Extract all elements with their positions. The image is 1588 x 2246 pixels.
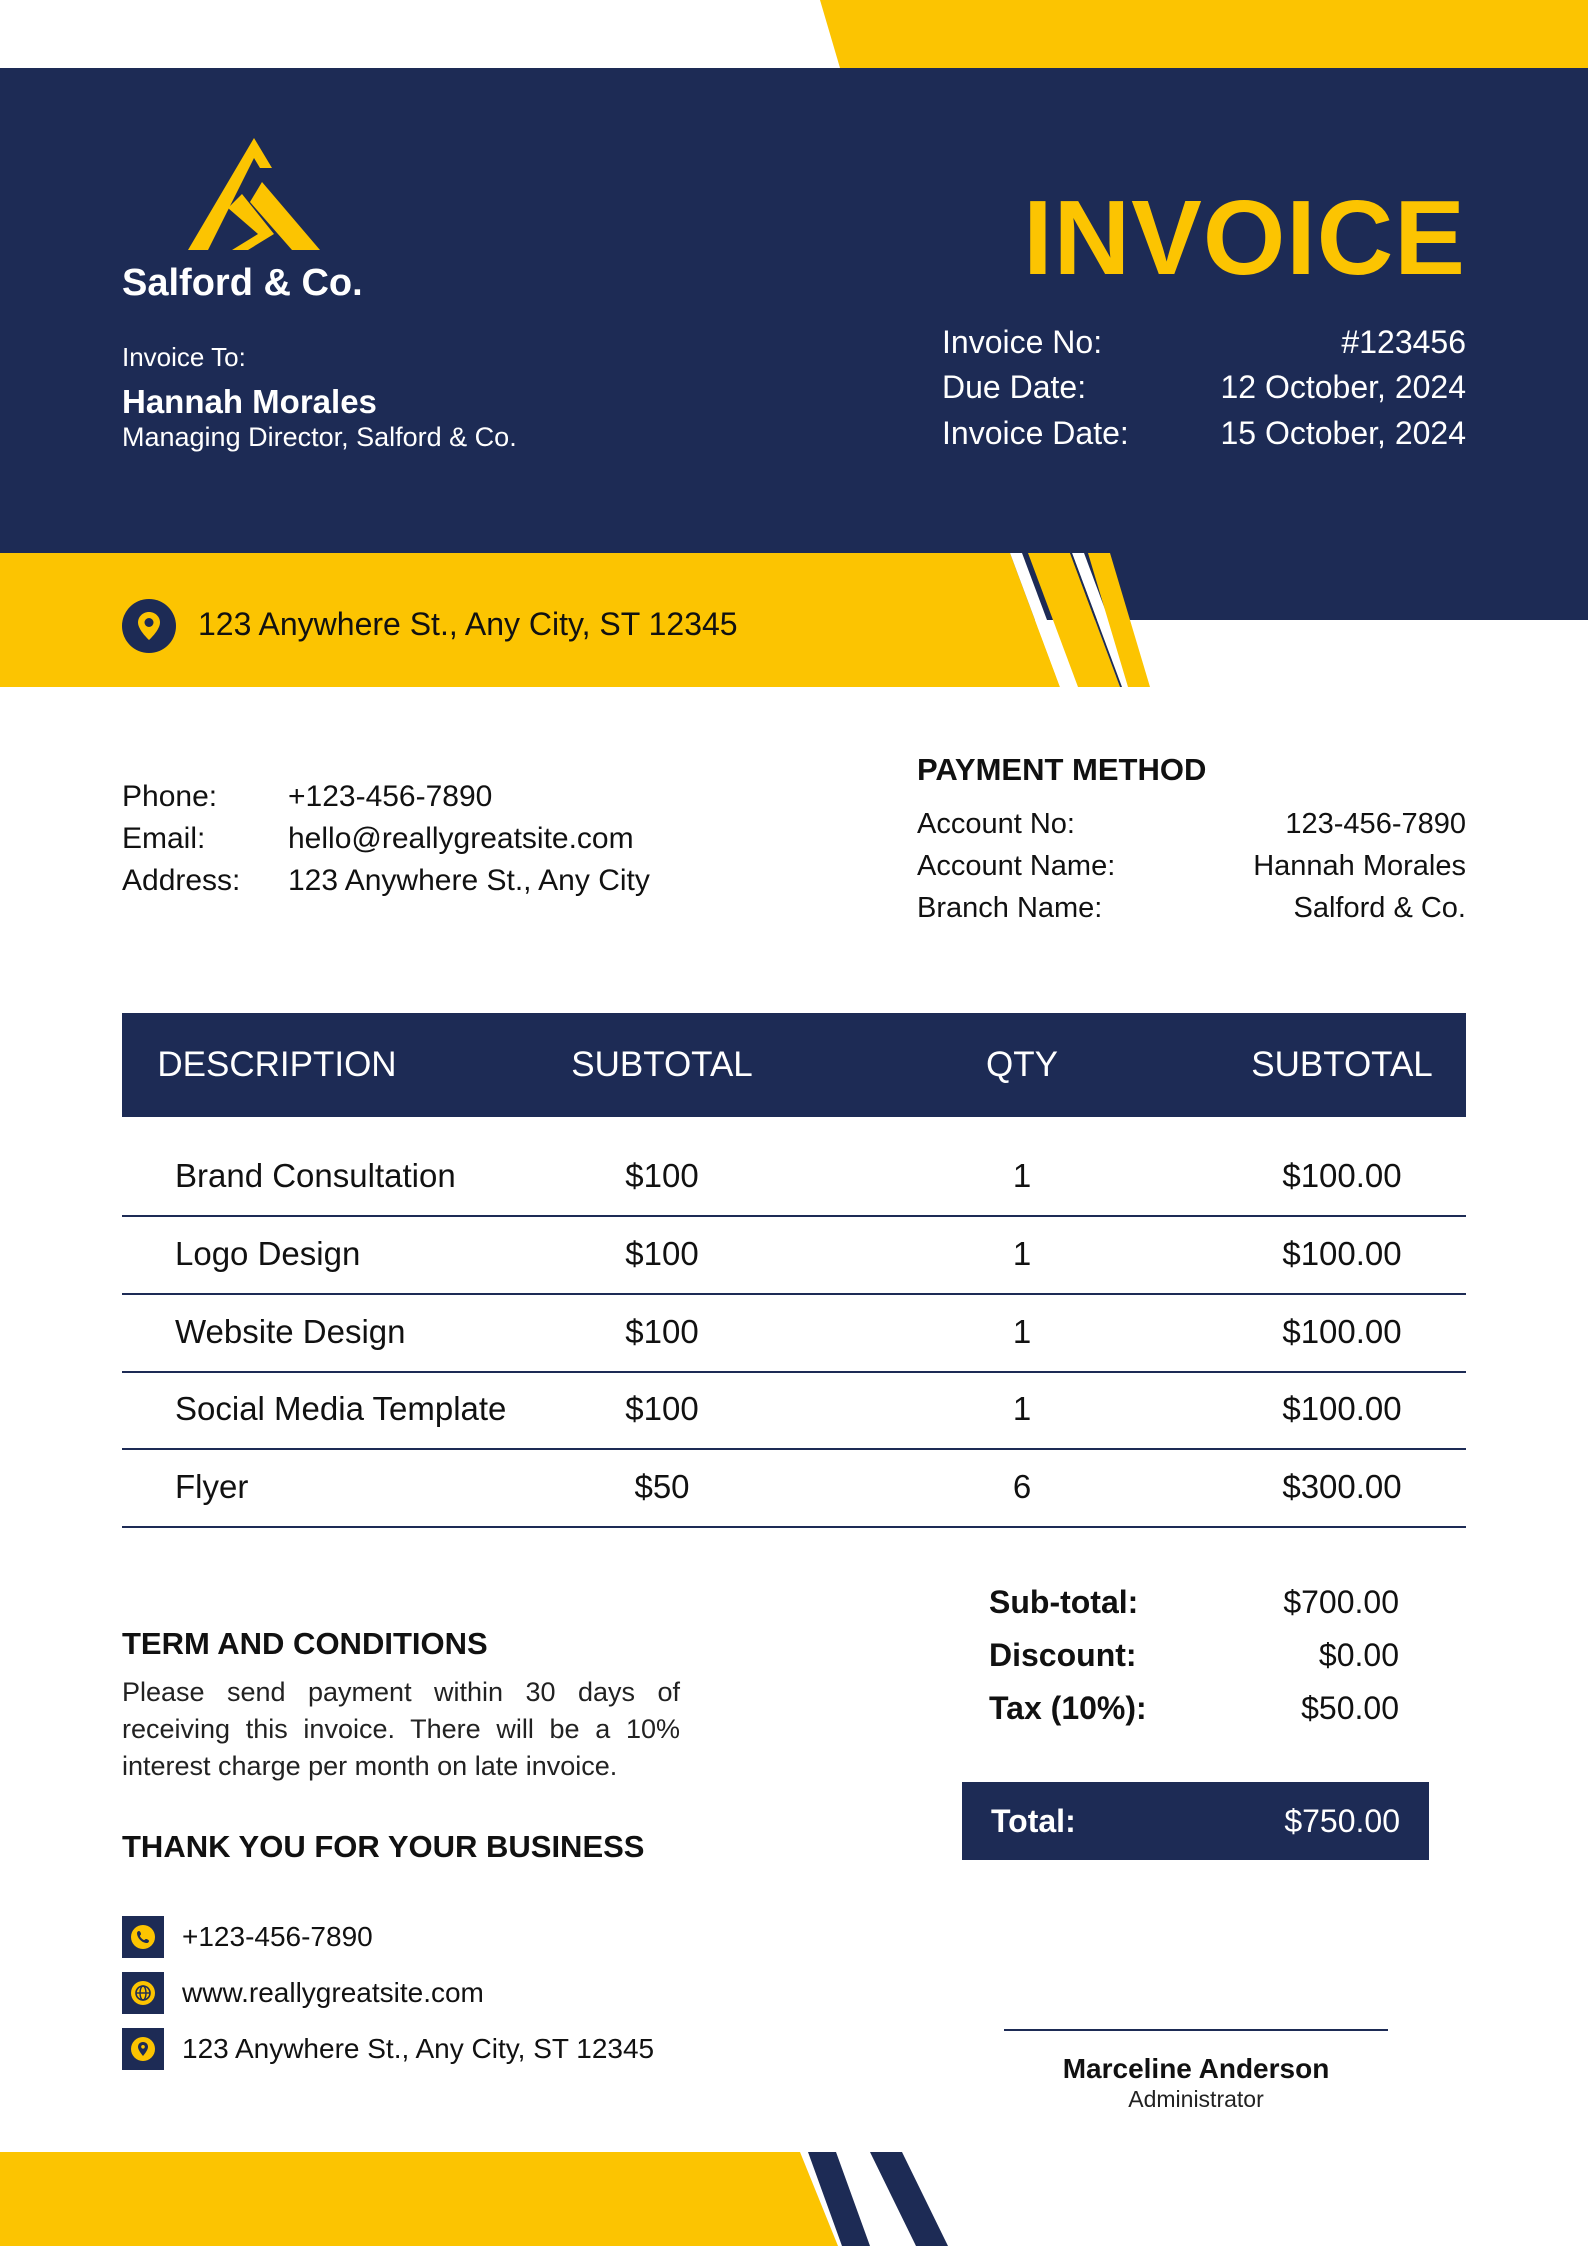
contact-label: Phone: <box>122 780 218 813</box>
discount-row <box>989 1637 1399 1674</box>
contact-label: Address: <box>122 864 241 897</box>
item-description: Flyer <box>175 1468 249 1505</box>
signatory-role: Administrator <box>1128 2086 1264 2112</box>
table-row <box>122 1448 1466 1528</box>
totals-label: Discount: <box>989 1637 1137 1673</box>
table-header <box>122 1013 1466 1117</box>
payment-value: 123-456-7890 <box>1285 808 1466 840</box>
item-price: $100 <box>625 1313 699 1350</box>
meta-value: #123456 <box>1341 324 1466 360</box>
triangle-s-logo-icon <box>188 138 320 250</box>
footer-phone-text: +123-456-7890 <box>182 1921 373 1952</box>
item-description: Brand Consultation <box>175 1157 456 1194</box>
item-description: Website Design <box>175 1313 406 1350</box>
item-description: Logo Design <box>175 1235 361 1272</box>
top-white-area <box>0 0 840 68</box>
footer-address-text: 123 Anywhere St., Any City, ST 12345 <box>182 2033 655 2064</box>
footer-phone <box>122 1916 373 1958</box>
payment-label: Account No: <box>917 808 1075 840</box>
totals-value: $50.00 <box>1301 1690 1399 1726</box>
subtotal-row <box>989 1584 1399 1621</box>
totals-label: Sub-total: <box>989 1584 1139 1620</box>
contact-value: 123 Anywhere St., Any City <box>288 864 650 897</box>
grand-total-box <box>962 1782 1429 1860</box>
invoice-no-row <box>942 324 1466 361</box>
decorative-slashes <box>1000 553 1200 687</box>
item-total: $100.00 <box>1282 1157 1402 1194</box>
column-header-total: SUBTOTAL <box>1251 1045 1433 1084</box>
terms-title: TERM AND CONDITIONS <box>122 1626 488 1661</box>
terms-body: Please send payment within 30 days of receiving this invoice. There will be a 10% interest charge per month on late invoice. <box>122 1677 680 1781</box>
tax-row <box>989 1690 1399 1727</box>
meta-label: Invoice No: <box>942 324 1103 360</box>
item-price: $100 <box>625 1157 699 1194</box>
item-price: $50 <box>634 1468 690 1505</box>
address-bar-text: 123 Anywhere St., Any City, ST 12345 <box>198 606 738 642</box>
payment-value: Salford & Co. <box>1293 892 1466 924</box>
column-header-qty: QTY <box>986 1045 1058 1084</box>
payment-row <box>917 808 1466 841</box>
item-total: $100.00 <box>1282 1390 1402 1427</box>
table-row <box>122 1370 1466 1450</box>
item-qty: 1 <box>1012 1390 1032 1427</box>
location-pin-icon <box>122 599 176 653</box>
item-qty: 6 <box>1012 1468 1032 1505</box>
totals-value: $700.00 <box>1283 1584 1399 1620</box>
location-pin-icon <box>122 2028 164 2070</box>
item-price: $100 <box>625 1390 699 1427</box>
payment-label: Branch Name: <box>917 892 1103 924</box>
signatory-name: Marceline Anderson <box>1062 2053 1330 2084</box>
due-date-row <box>942 369 1466 406</box>
totals-value: $0.00 <box>1318 1637 1399 1673</box>
payment-row <box>917 850 1466 883</box>
table-row <box>122 1215 1466 1295</box>
table-row <box>122 1293 1466 1373</box>
contact-value: +123-456-7890 <box>288 780 493 813</box>
column-header-description: DESCRIPTION <box>157 1045 397 1084</box>
item-total: $300.00 <box>1282 1468 1402 1505</box>
footer-website-text: www.reallygreatsite.com <box>182 1977 484 2008</box>
total-label: Total: <box>991 1802 1076 1839</box>
footer-website <box>122 1972 484 2014</box>
payment-label: Account Name: <box>917 850 1116 882</box>
table-row <box>122 1137 1466 1217</box>
phone-icon <box>122 1916 164 1958</box>
meta-value: 15 October, 2024 <box>1220 415 1466 451</box>
payment-row <box>917 892 1466 925</box>
invoice-to-label: Invoice To: <box>122 342 246 372</box>
item-qty: 1 <box>1012 1235 1032 1272</box>
client-name: Hannah Morales <box>122 383 377 420</box>
meta-label: Due Date: <box>942 369 1087 405</box>
contact-value: hello@reallygreatsite.com <box>288 822 634 855</box>
bottom-slashes <box>800 2152 960 2246</box>
footer-address <box>122 2028 654 2070</box>
contact-address <box>122 864 682 898</box>
thanks-heading: THANK YOU FOR YOUR BUSINESS <box>122 1829 645 1864</box>
totals-label: Tax (10%): <box>989 1690 1147 1726</box>
column-header-subtotal: SUBTOTAL <box>571 1045 753 1084</box>
meta-label: Invoice Date: <box>942 415 1129 451</box>
item-total: $100.00 <box>1282 1235 1402 1272</box>
company-name: Salford & Co. <box>122 262 363 304</box>
meta-value: 12 October, 2024 <box>1220 369 1466 405</box>
item-price: $100 <box>625 1235 699 1272</box>
invoice-date-row <box>942 415 1466 452</box>
signature-line <box>1004 2029 1388 2031</box>
item-total: $100.00 <box>1282 1313 1402 1350</box>
bottom-gold-stripe <box>0 2152 838 2246</box>
item-qty: 1 <box>1012 1157 1032 1194</box>
item-description: Social Media Template <box>175 1390 507 1427</box>
payment-value: Hannah Morales <box>1253 850 1466 882</box>
total-value: $750.00 <box>1284 1802 1400 1839</box>
contact-email <box>122 822 682 856</box>
contact-phone <box>122 780 682 814</box>
item-qty: 1 <box>1012 1313 1032 1350</box>
payment-method-title: PAYMENT METHOD <box>917 752 1207 787</box>
globe-icon <box>122 1972 164 2014</box>
client-role: Managing Director, Salford & Co. <box>122 422 517 452</box>
page-title: INVOICE <box>1023 179 1466 297</box>
contact-label: Email: <box>122 822 206 855</box>
